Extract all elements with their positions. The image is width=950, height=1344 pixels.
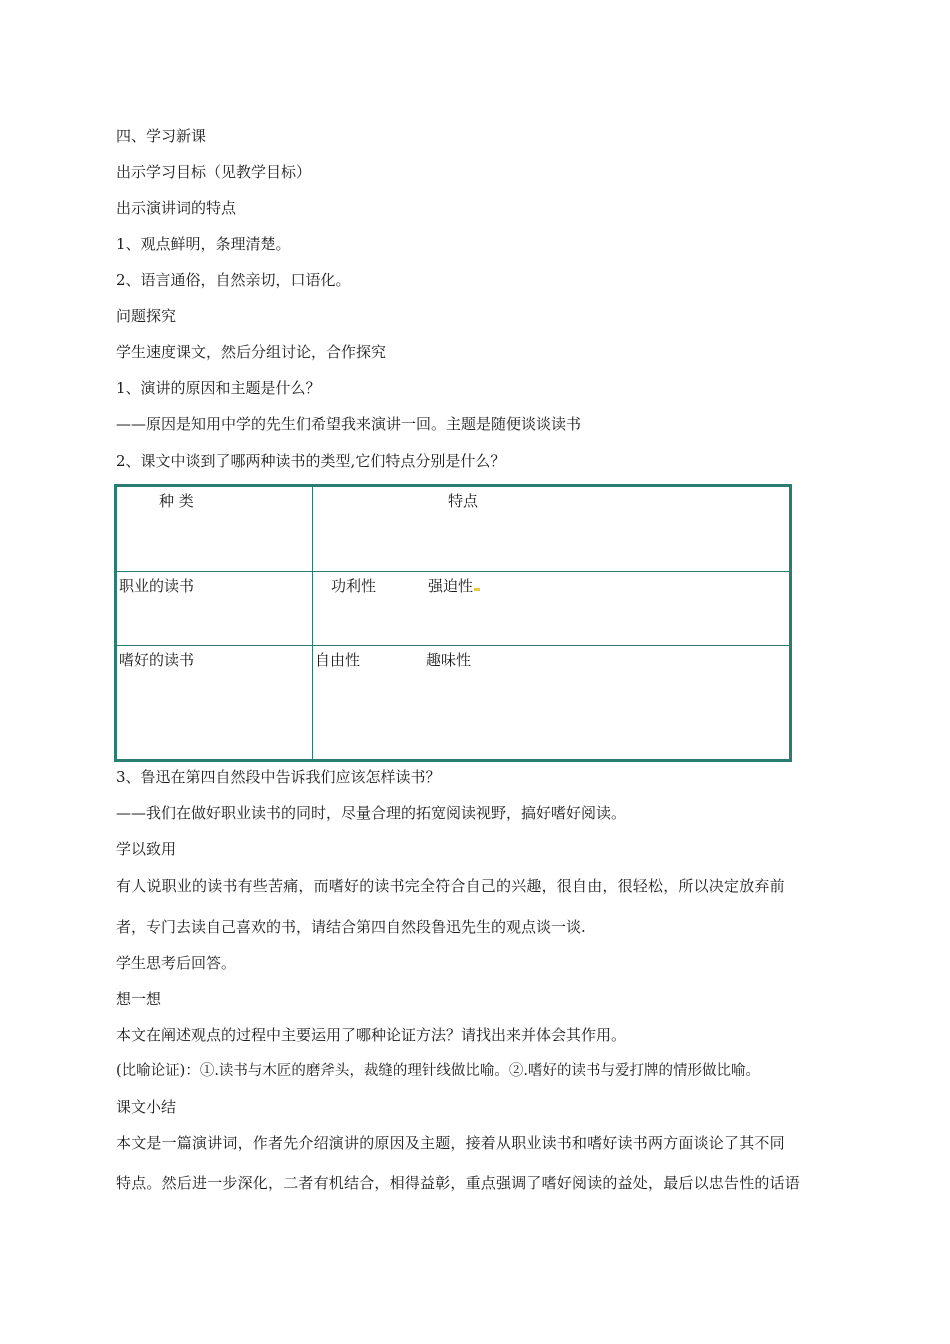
table-cell: 功利性 强迫性 — [313, 572, 791, 646]
question: 2、课文中谈到了哪两种读书的类型,它们特点分别是什么？ — [116, 452, 506, 470]
paragraph: 出示学习目标（见教学目标） — [116, 163, 312, 181]
table-row — [116, 646, 791, 761]
table-header-cell: 特点 — [313, 486, 791, 572]
paragraph: 者，专门去读自己喜欢的书，请结合第四自然段鲁迅先生的观点谈一谈. — [116, 918, 586, 936]
paragraph: 特点。然后进一步深化，二者有机结合，相得益彰，重点强调了嗜好阅读的益处，最后以忠告性的话语 — [116, 1174, 801, 1192]
paragraph: 本文在阐述观点的过程中主要运用了哪种论证方法？请找出来并体会其作用。 — [116, 1026, 627, 1044]
paragraph: 本文是一篇演讲词，作者先介绍演讲的原因及主题，接着从职业读书和嗜好读书两方面谈论了其不同 — [116, 1134, 785, 1152]
table-cell: 自由性 趣味性 — [313, 646, 791, 761]
list-item: 2、语言通俗，自然亲切，口语化。 — [116, 271, 351, 289]
reading-types-table — [114, 484, 792, 762]
question: 3、鲁迅在第四自然段中告诉我们应该怎样读书？ — [116, 768, 441, 786]
section-heading: 四、学习新课 — [116, 127, 207, 145]
paragraph: 学生思考后回答。 — [116, 954, 237, 972]
subheading: 学以致用 — [116, 840, 177, 858]
paragraph: 学生速度课文，然后分组讨论，合作探究 — [116, 343, 387, 361]
subheading: 课文小结 — [116, 1098, 177, 1116]
question: 1、演讲的原因和主题是什么？ — [116, 379, 321, 397]
list-item: 1、观点鲜明，条理清楚。 — [116, 235, 291, 253]
answer: ——原因是知用中学的先生们希望我来演讲一回。主题是随便谈谈读书 — [116, 415, 582, 433]
answer: (比喻论证)：①.读书与木匠的磨斧头，裁缝的理针线做比喻。②.嗜好的读书与爱打牌的情形做比喻。 — [116, 1063, 761, 1079]
subheading: 想一想 — [116, 990, 162, 1008]
table-row — [116, 572, 791, 646]
subheading: 问题探究 — [116, 307, 177, 325]
table-cell: 嗜好的读书 — [116, 646, 313, 761]
paragraph: 有人说职业的读书有些苦痛，而嗜好的读书完全符合自己的兴趣，很自由，很轻松，所以决定放弃前 — [116, 877, 785, 895]
paragraph: 出示演讲词的特点 — [116, 199, 237, 217]
answer: ——我们在做好职业读书的同时，尽量合理的拓宽阅读视野，搞好嗜好阅读。 — [116, 804, 627, 822]
table-cell: 职业的读书 — [116, 572, 313, 646]
highlight-mark — [474, 588, 480, 591]
table-header-cell: 种 类 — [116, 486, 313, 572]
table-header-row — [116, 486, 791, 572]
